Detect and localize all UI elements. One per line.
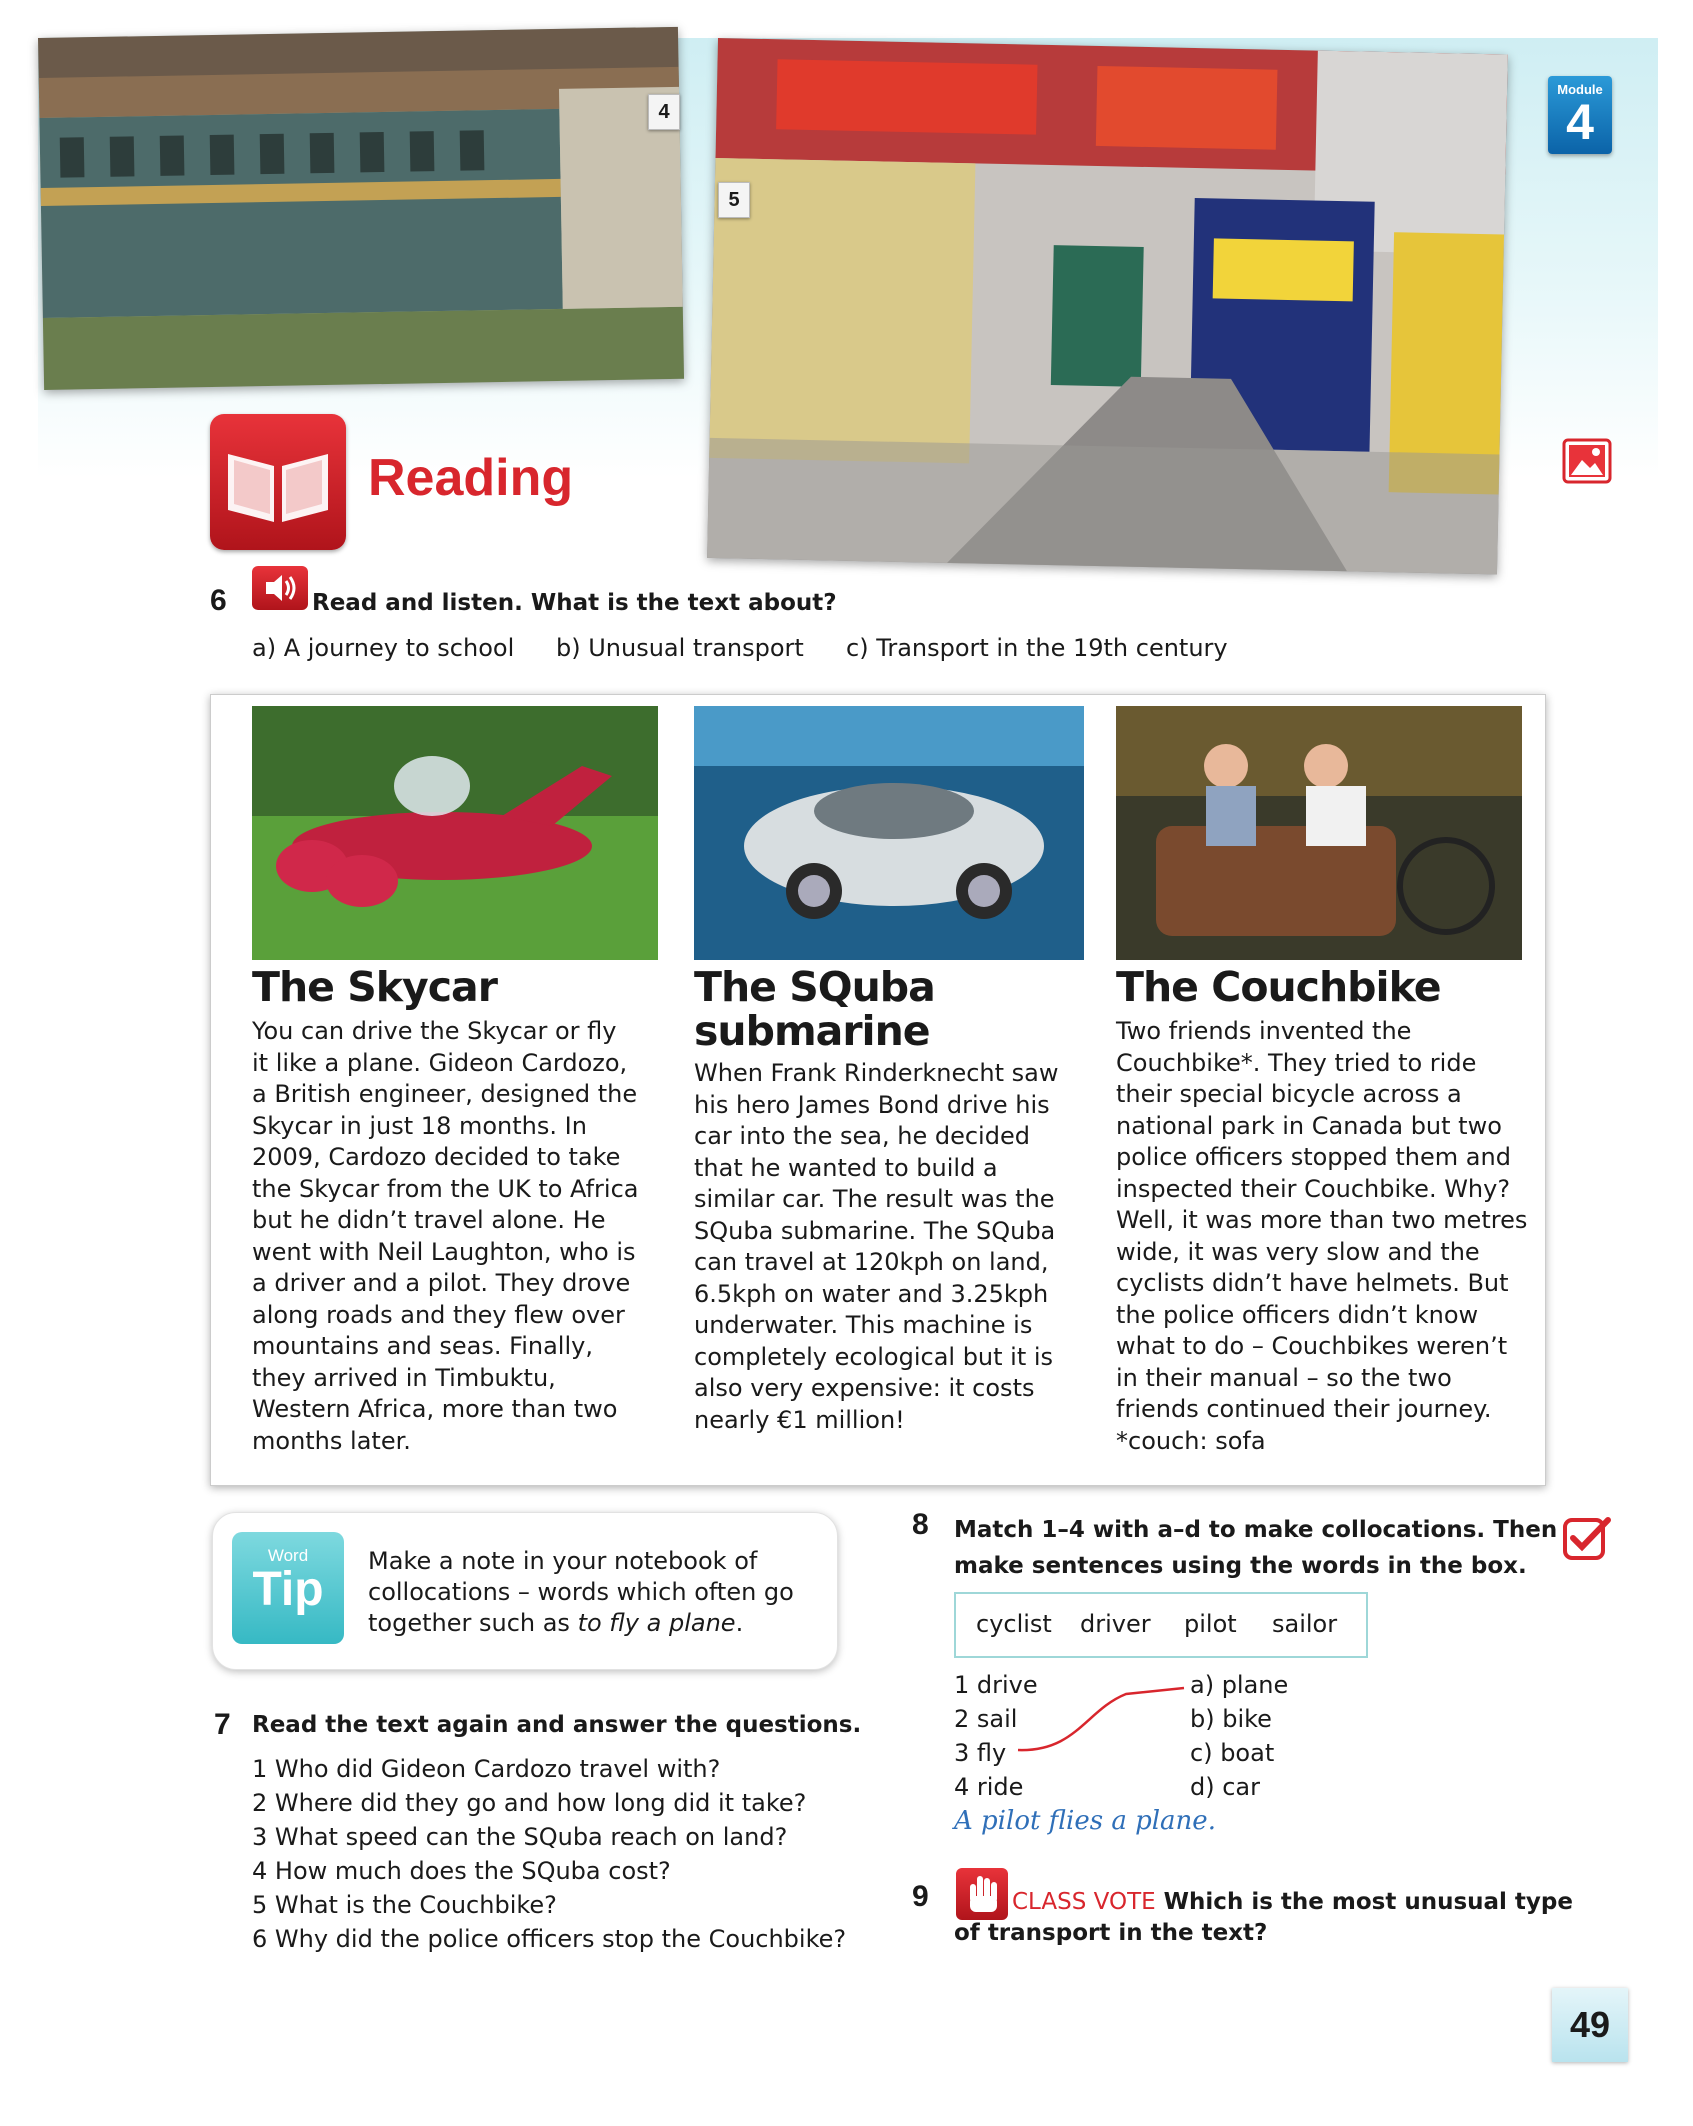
photo-number-5: 5: [718, 182, 750, 218]
exercise-7-question: 6 Why did the police officers stop the Couchbike?: [252, 1925, 847, 1953]
exercise-8-instruction-line-1: Match 1–4 with a–d to make collocations. Then: [954, 1517, 1558, 1543]
skycar-text-line: along roads and they flew over: [252, 1300, 625, 1329]
exercise-8-noun: b) bike: [1190, 1705, 1272, 1733]
exercise-7-questions: [252, 1752, 846, 1956]
exercise-6-instruction: Read and listen. What is the text about?: [312, 590, 837, 616]
squba-text-line: SQuba submarine. The SQuba: [694, 1216, 1056, 1245]
couchbike-text-line: national park in Canada but two: [1116, 1111, 1502, 1140]
squba-text-line: nearly €1 million!: [694, 1405, 905, 1434]
couchbike-title: The Couchbike: [1116, 963, 1441, 1011]
exercise-9-number: 9: [912, 1880, 929, 1913]
couchbike-text: [1116, 1016, 1536, 1457]
couchbike-photo: [1116, 706, 1522, 960]
exercise-8-noun: a) plane: [1190, 1671, 1289, 1699]
couchbike-text-line: friends continued their journey.: [1116, 1395, 1492, 1423]
couchbike-text-line: Two friends invented the: [1116, 1017, 1412, 1045]
word-box-cyclist: cyclist: [976, 1610, 1052, 1638]
exercise-8-noun: c) boat: [1190, 1739, 1275, 1767]
word-tip-line-3: [368, 1608, 794, 1639]
checkmark-icon: [1562, 1514, 1614, 1566]
couchbike-text-line: inspected their Couchbike. Why?: [1116, 1174, 1511, 1203]
couchbike-text-line: what to do – Couchbikes weren’t: [1116, 1332, 1508, 1360]
word-box: [954, 1592, 1368, 1658]
word-tip-line-2: collocations – words which often go: [368, 1578, 794, 1606]
squba-text-line: completely ecological but it is: [694, 1342, 1054, 1371]
reading-title: Reading: [368, 449, 574, 507]
skycar-text-line: mountains and seas. Finally,: [252, 1332, 593, 1360]
skycar-text-line: You can drive the Skycar or fly: [252, 1017, 617, 1045]
photo-number-4: 4: [648, 94, 680, 130]
word-tip-line-3-plain: together such as: [368, 1609, 578, 1637]
word-tip-badge-top: Word: [267, 1546, 309, 1565]
class-vote-label: CLASS VOTE: [1012, 1889, 1156, 1915]
couchbike-text-line: Couchbike*. They tried to ride: [1116, 1048, 1477, 1077]
skycar-text-line: Western Africa, more than two: [252, 1395, 618, 1423]
squba-text-line: underwater. This machine is: [694, 1311, 1033, 1339]
skycar-text: [252, 1016, 662, 1457]
word-tip-text: [368, 1546, 794, 1639]
squba-text-line: also very expensive: it costs: [694, 1374, 1035, 1402]
squba-photo: [694, 706, 1084, 960]
skycar-text-line: the Skycar from the UK to Africa: [252, 1174, 639, 1203]
couchbike-text-line: their special bicycle across a: [1116, 1080, 1462, 1108]
skycar-text-line: 2009, Cardozo decided to take: [252, 1143, 621, 1171]
exercise-7-question: 5 What is the Couchbike?: [252, 1891, 557, 1919]
exercise-7-question: 2 Where did they go and how long did it take?: [252, 1789, 807, 1817]
exercise-8-verb: 4 ride: [954, 1773, 1024, 1801]
squba-text-line: car into the sea, he decided: [694, 1122, 1030, 1150]
exercise-8-nouns: [1190, 1668, 1288, 1804]
exercise-8-number: 8: [912, 1508, 929, 1541]
squba-title-line-2: submarine: [694, 1007, 930, 1055]
hand-vote-icon: [956, 1868, 1008, 1920]
skycar-title: The Skycar: [252, 963, 497, 1011]
skycar-text-line: Skycar in just 18 months. In: [252, 1111, 587, 1140]
exercise-7-question: 1 Who did Gideon Cardozo travel with?: [252, 1755, 721, 1783]
word-box-sailor: sailor: [1272, 1610, 1338, 1638]
photo-hong-kong-street: [707, 38, 1508, 574]
exercise-8-instruction-line-2: make sentences using the words in the box.: [954, 1553, 1527, 1579]
skycar-text-line: a driver and a pilot. They drove: [252, 1269, 631, 1297]
word-tip-line-3-end: .: [735, 1609, 744, 1637]
squba-text-line: his hero James Bond drive his: [694, 1090, 1050, 1119]
exercise-8-verb: 1 drive: [954, 1671, 1038, 1699]
squba-title-line-1: The SQuba: [694, 963, 935, 1011]
exercise-7-question: 3 What speed can the SQuba reach on land?: [252, 1823, 788, 1851]
word-tip-badge: [232, 1532, 344, 1644]
skycar-text-line: a British engineer, designed the: [252, 1080, 638, 1108]
audio-icon[interactable]: [252, 566, 308, 610]
exercise-8-verb: 3 fly: [954, 1739, 1007, 1767]
exercise-6-option-b: b) Unusual transport: [556, 634, 804, 662]
exercise-8-noun: d) car: [1190, 1773, 1260, 1801]
couchbike-text-line: Well, it was more than two metres: [1116, 1206, 1528, 1234]
exercise-6-number: 6: [210, 584, 227, 617]
exercise-8-instruction: [954, 1512, 1557, 1584]
match-line: [1016, 1680, 1196, 1760]
squba-text-line: similar car. The result was the: [694, 1185, 1055, 1213]
exercise-7-number: 7: [214, 1708, 231, 1741]
couchbike-text-line: *couch: sofa: [1116, 1426, 1266, 1455]
image-icon: [1562, 438, 1612, 488]
couchbike-text-line: cyclists didn’t have helmets. But: [1116, 1269, 1509, 1297]
word-box-driver: driver: [1080, 1610, 1151, 1638]
skycar-text-line: months later.: [252, 1426, 411, 1455]
squba-text-line: 6.5kph on water and 3.25kph: [694, 1279, 1049, 1308]
skycar-text-line: they arrived in Timbuktu,: [252, 1363, 556, 1392]
word-box-pilot: pilot: [1184, 1610, 1237, 1638]
exercise-8-example: A pilot flies a plane.: [954, 1806, 1216, 1836]
page-number: 49: [1552, 1988, 1628, 2062]
exercise-6-option-a: a) A journey to school: [252, 634, 515, 662]
squba-text-line: can travel at 120kph on land,: [694, 1248, 1049, 1276]
word-tip-badge-main: Tip: [252, 1563, 324, 1616]
exercise-7-question: 4 How much does the SQuba cost?: [252, 1857, 671, 1885]
exercise-6-option-c: c) Transport in the 19th century: [846, 634, 1228, 662]
reading-book-icon: [210, 414, 346, 550]
squba-text: [694, 1058, 1094, 1436]
skycar-text-line: but he didn’t travel alone. He: [252, 1206, 606, 1234]
couchbike-text-line: in their manual – so the two: [1116, 1363, 1452, 1392]
exercise-9-line-2: of transport in the text?: [954, 1920, 1268, 1946]
exercise-8-verb: 2 sail: [954, 1705, 1018, 1733]
exercise-7-instruction: Read the text again and answer the questions.: [252, 1712, 862, 1738]
exercise-9-question: Which is the most unusual type: [1155, 1889, 1573, 1915]
squba-text-line: that he wanted to build a: [694, 1153, 998, 1182]
photo-crowded-train: [38, 27, 684, 390]
couchbike-text-line: police officers stopped them and: [1116, 1143, 1511, 1171]
word-tip-example: to fly a plane: [577, 1609, 736, 1637]
skycar-text-line: it like a plane. Gideon Cardozo,: [252, 1048, 628, 1077]
skycar-text-line: went with Neil Laughton, who is: [252, 1237, 636, 1266]
couchbike-text-line: the police officers didn’t know: [1116, 1300, 1479, 1329]
couchbike-text-line: wide, it was very slow and the: [1116, 1237, 1480, 1266]
word-tip-line-1: Make a note in your notebook of: [368, 1547, 758, 1575]
exercise-9-instruction: [1012, 1884, 1573, 1920]
exercise-9-line-1: [1012, 1884, 1573, 1920]
module-label: Module: [1557, 82, 1603, 97]
module-tab: [1548, 76, 1612, 154]
squba-text-line: When Frank Rinderknecht saw: [694, 1059, 1059, 1087]
module-number: 4: [1566, 94, 1594, 150]
skycar-photo: [252, 706, 658, 960]
